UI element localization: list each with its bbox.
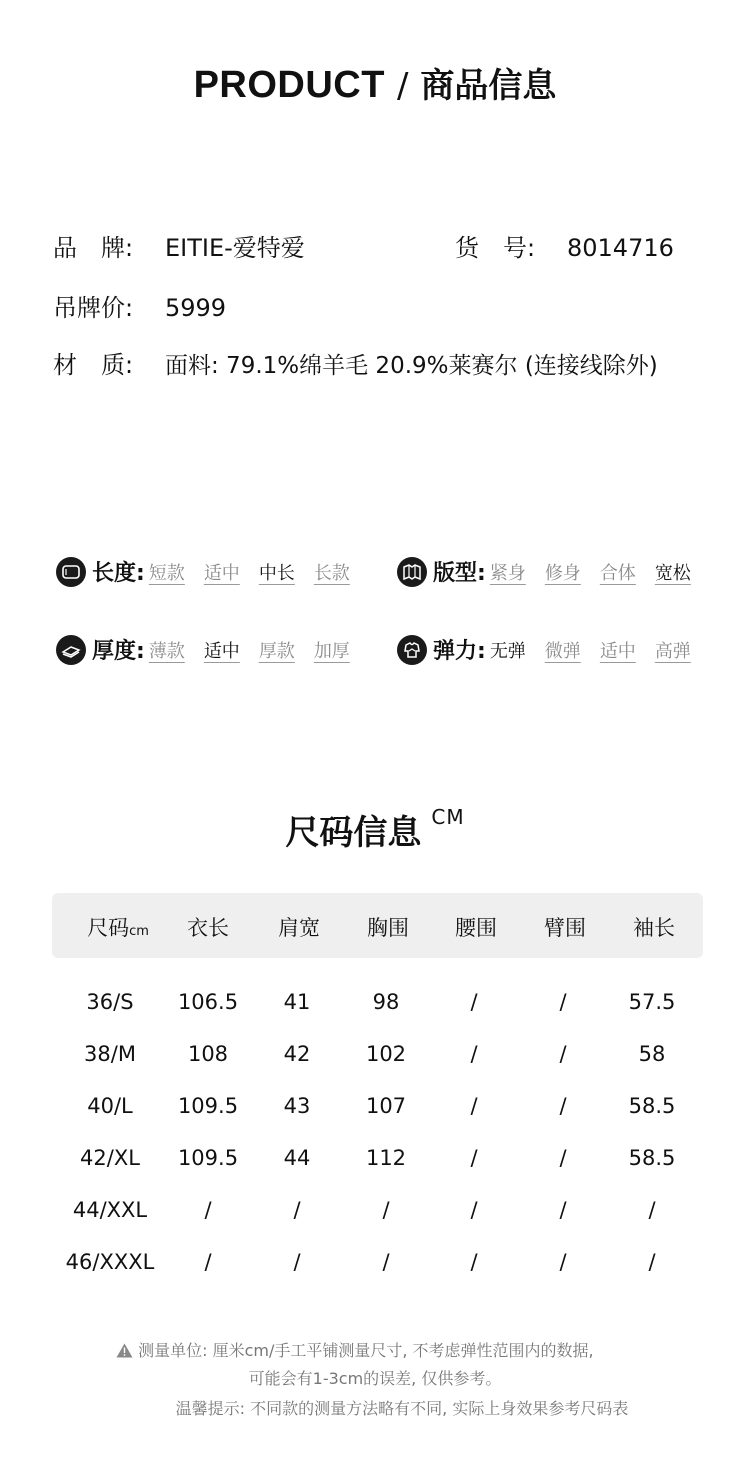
elasticity-option-none: 无弹 — [489, 640, 526, 662]
attr-elasticity — [397, 634, 691, 665]
header-shoulder: 肩宽 — [278, 916, 320, 940]
sku-value: 8014716 — [567, 234, 674, 262]
cell-length: / — [204, 1250, 212, 1274]
cell-arm: / — [559, 1198, 567, 1222]
length-option-long: 长款 — [313, 562, 350, 584]
price-label: 吊牌价: — [53, 294, 134, 322]
cell-chest: 112 — [365, 1146, 407, 1170]
header-arm: 臂围 — [544, 916, 586, 940]
cell-chest: 107 — [365, 1094, 407, 1118]
cell-shoulder: / — [293, 1198, 301, 1222]
elasticity-label: 弹力: — [433, 639, 486, 664]
header-size — [87, 912, 149, 942]
material-row — [53, 345, 658, 380]
cell-sleeve: 58 — [638, 1042, 666, 1066]
cell-shoulder: 44 — [283, 1146, 311, 1170]
cell-chest: / — [382, 1198, 390, 1222]
cell-arm: / — [559, 1146, 567, 1170]
header-sleeve: 袖长 — [633, 916, 675, 940]
cell-sleeve: 58.5 — [628, 1094, 676, 1118]
cell-arm: / — [559, 1042, 567, 1066]
warning-icon — [116, 1343, 133, 1358]
cell-sleeve: / — [648, 1198, 656, 1222]
thickness-option-extra-thick: 加厚 — [313, 640, 350, 662]
cell-sleeve: 58.5 — [628, 1146, 676, 1170]
size-section-title — [0, 805, 750, 854]
cell-sleeve: 57.5 — [628, 990, 676, 1014]
thickness-label: 厚度: — [92, 639, 145, 664]
length-option-midlong: 中长 — [258, 562, 295, 584]
thickness-option-thick: 厚款 — [258, 640, 295, 662]
thickness-icon — [56, 635, 86, 665]
size-unit: CM — [431, 805, 465, 829]
cell-waist: / — [470, 1146, 478, 1170]
header-size-label: 尺码 — [87, 916, 130, 940]
length-icon — [56, 557, 86, 587]
cell-shoulder: / — [293, 1250, 301, 1274]
cell-arm: / — [559, 1250, 567, 1274]
thickness-option-medium: 适中 — [203, 640, 240, 662]
attr-thickness — [56, 634, 350, 665]
fit-option-regular: 合体 — [599, 562, 636, 584]
cell-length: / — [204, 1198, 212, 1222]
header-chest: 胸围 — [367, 916, 409, 940]
cell-sleeve: / — [648, 1250, 656, 1274]
page-title — [0, 58, 750, 107]
cell-arm: / — [559, 990, 567, 1014]
note-line-1-text: 测量单位: 厘米cm/手工平铺测量尺寸, 不考虑弹性范围内的数据, — [138, 1341, 594, 1360]
header-size-unit: cm — [129, 924, 149, 939]
cell-size: 38/M — [84, 1042, 136, 1066]
cell-waist: / — [470, 1198, 478, 1222]
cell-waist: / — [470, 1094, 478, 1118]
length-option-medium: 适中 — [203, 562, 240, 584]
cell-shoulder: 41 — [283, 990, 311, 1014]
elasticity-option-slight: 微弹 — [544, 640, 581, 662]
cell-length: 106.5 — [177, 990, 239, 1014]
cell-chest: 98 — [372, 990, 400, 1014]
fit-label: 版型: — [433, 561, 486, 586]
elasticity-options — [490, 637, 691, 663]
length-option-short: 短款 — [148, 562, 185, 584]
cell-chest: / — [382, 1250, 390, 1274]
material-value: 面料: 79.1%绵羊毛 20.9%莱赛尔 (连接线除外) — [165, 353, 658, 379]
attr-length — [56, 556, 350, 587]
note-line-2: 可能会有1-3cm的误差, 仅供参考。 — [248, 1369, 502, 1388]
cell-size: 42/XL — [80, 1146, 140, 1170]
price-value: 5999 — [165, 294, 227, 322]
elasticity-option-medium: 适中 — [599, 640, 636, 662]
brand-value: EITIE-爱特爱 — [165, 234, 305, 262]
header-waist: 腰围 — [455, 916, 497, 940]
cell-waist: / — [470, 990, 478, 1014]
note-line-1 — [116, 1338, 594, 1361]
title-en: PRODUCT — [193, 64, 385, 106]
cell-length: 109.5 — [177, 1146, 239, 1170]
cell-size: 36/S — [86, 990, 134, 1014]
cell-length: 109.5 — [177, 1094, 239, 1118]
size-title: 尺码信息 — [285, 813, 422, 853]
thickness-option-thin: 薄款 — [148, 640, 185, 662]
header-length: 衣长 — [187, 916, 229, 940]
attr-fit — [397, 556, 691, 587]
note-line-3: 温馨提示: 不同款的测量方法略有不同, 实际上身效果参考尺码表 — [175, 1399, 629, 1418]
elasticity-option-high: 高弹 — [654, 640, 691, 662]
price-row — [53, 288, 226, 323]
elasticity-icon — [397, 635, 427, 665]
fit-option-tight: 紧身 — [489, 562, 526, 584]
title-cn: 商品信息 — [420, 66, 557, 106]
length-options — [149, 559, 350, 585]
cell-length: 108 — [187, 1042, 229, 1066]
brand-label: 品 牌: — [53, 234, 134, 262]
material-label: 材 质: — [53, 351, 134, 379]
cell-size: 40/L — [87, 1094, 133, 1118]
thickness-options — [149, 637, 350, 663]
cell-shoulder: 43 — [283, 1094, 311, 1118]
cell-chest: 102 — [365, 1042, 407, 1066]
title-separator: / — [396, 66, 409, 106]
cell-size: 46/XXXL — [65, 1250, 155, 1274]
cell-arm: / — [559, 1094, 567, 1118]
length-label: 长度: — [92, 561, 145, 586]
cell-waist: / — [470, 1042, 478, 1066]
fit-options — [490, 559, 691, 585]
fit-option-slim: 修身 — [544, 562, 581, 584]
fit-icon — [397, 557, 427, 587]
brand-row — [53, 228, 305, 263]
cell-shoulder: 42 — [283, 1042, 311, 1066]
cell-waist: / — [470, 1250, 478, 1274]
fit-option-loose: 宽松 — [654, 562, 691, 584]
cell-size: 44/XXL — [72, 1198, 148, 1222]
sku-label: 货 号: — [455, 234, 536, 262]
sku-row — [455, 228, 674, 263]
